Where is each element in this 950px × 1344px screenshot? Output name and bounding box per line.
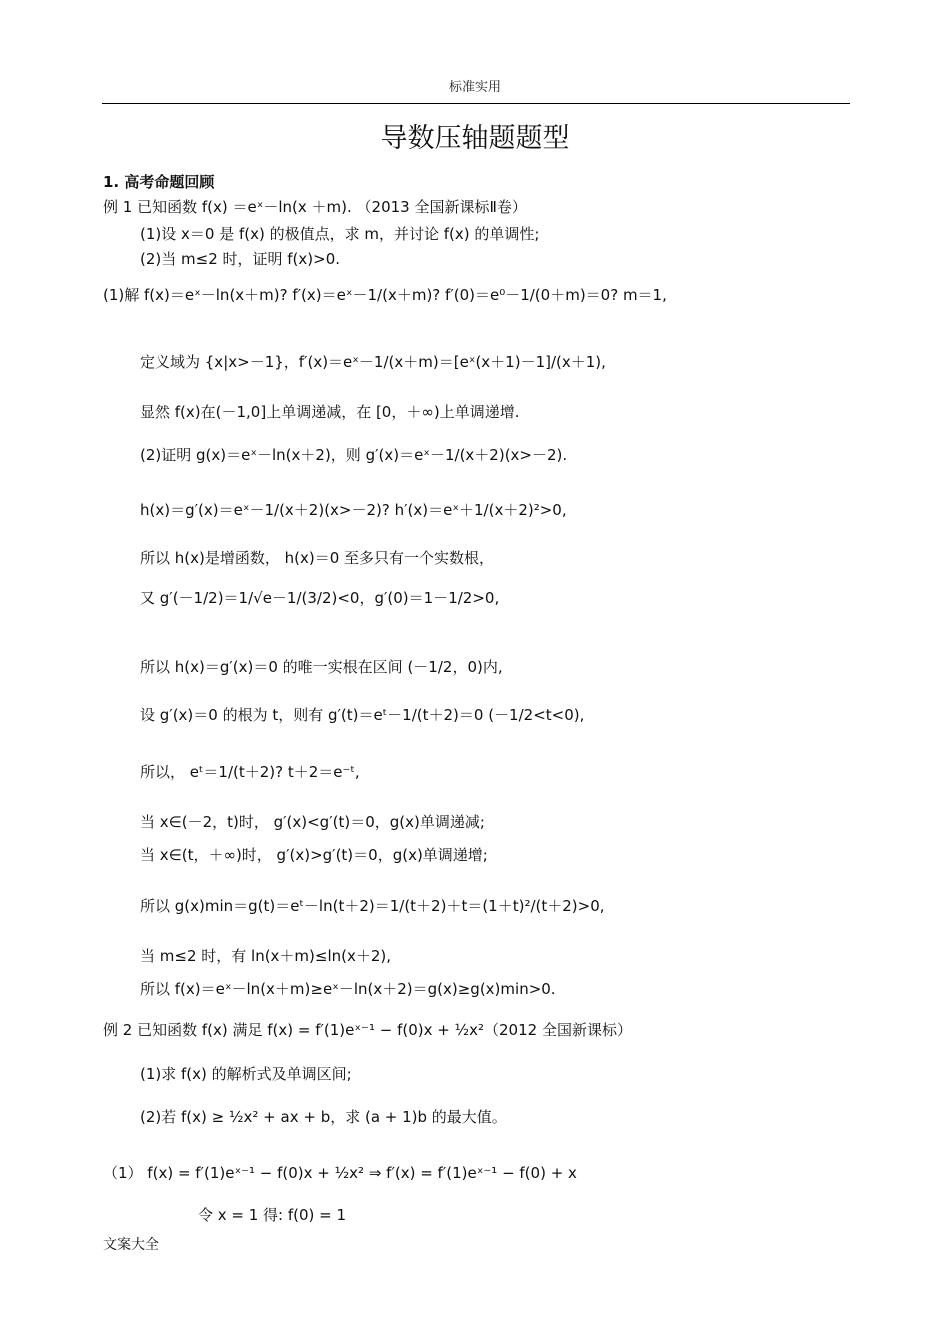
solution-line: 又 g′(－1/2)＝1/√e－1/(3/2)<0，g′(0)＝1－1/2>0, [140,589,500,607]
example-2-statement: 例 2 已知函数 f(x) 满足 f(x) = f′(1)eˣ⁻¹ − f(0)x + ½x²（2012 全国新课标） [103,1021,632,1039]
page-footer: 文案大全 [103,1237,159,1253]
solution-line: （1） f(x) = f′(1)eˣ⁻¹ − f(0)x + ½x² ⇒ f′(x) = f′(1)eˣ⁻¹ − f(0) + x [103,1164,577,1182]
example-1-statement: 例 1 已知函数 f(x) ＝eˣ－ln(x ＋m). （2013 全国新课标Ⅱ卷） [103,198,527,216]
solution-line: 设 g′(x)＝0 的根为 t，则有 g′(t)＝eᵗ－1/(t＋2)＝0 (－1/2<t<0), [140,706,585,724]
solution-line: 当 m≤2 时，有 ln(x＋m)≤ln(x＋2), [140,947,392,965]
example-2-part-2: (2)若 f(x) ≥ ½x² + ax + b，求 (a + 1)b 的最大值。 [140,1108,507,1126]
solution-line: 所以 g(x)min＝g(t)＝eᵗ－ln(t＋2)＝1/(t＋2)＋t＝(1＋t)²/(t＋2)>0, [140,897,605,915]
solution-line: 当 x∈(－2，t)时， g′(x)<g′(t)＝0，g(x)单调递减; [140,813,485,831]
solution-line: 当 x∈(t，＋∞)时， g′(x)>g′(t)＝0，g(x)单调递增; [140,846,488,864]
example-1-part-2: (2)当 m≤2 时，证明 f(x)>0. [140,250,341,268]
solution-line: 所以 h(x)是增函数， h(x)＝0 至多只有一个实数根， [140,549,495,567]
header-rule [102,103,850,104]
solution-line: 显然 f(x)在(－1,0]上单调递减，在 [0，＋∞)上单调递增. [140,403,520,421]
solution-line: 所以， eᵗ＝1/(t＋2)? t＋2＝e⁻ᵗ, [140,763,360,781]
solution-line: 所以 h(x)＝g′(x)＝0 的唯一实根在区间 (－1/2，0)内, [140,658,503,676]
solution-line: 令 x = 1 得: f(0) = 1 [198,1206,347,1224]
solution-line: 所以 f(x)＝eˣ－ln(x＋m)≥eˣ－ln(x＋2)＝g(x)≥g(x)min>0. [140,980,556,998]
page-title: 导数压轴题题型 [380,123,570,154]
example-1-part-1: (1)设 x＝0 是 f(x) 的极值点，求 m，并讨论 f(x) 的单调性; [140,225,540,243]
solution-line: 定义域为 {x|x>－1}，f′(x)＝eˣ－1/(x＋m)＝[eˣ(x＋1)－1]/(x＋1), [140,353,606,371]
example-2-part-1: (1)求 f(x) 的解析式及单调区间; [140,1065,352,1083]
solution-line: h(x)＝g′(x)＝eˣ－1/(x＋2)(x>－2)? h′(x)＝eˣ＋1/(x＋2)²>0, [140,501,567,519]
page-header: 标准实用 [448,80,501,95]
solution-line: (2)证明 g(x)＝eˣ－ln(x＋2)，则 g′(x)＝eˣ－1/(x＋2)(x>－2). [140,446,568,464]
section-heading: 1. 高考命题回顾 [103,173,215,191]
solution-line: (1)解 f(x)＝eˣ－ln(x＋m)? f′(x)＝eˣ－1/(x＋m)? f′(0)＝e⁰－1/(0＋m)＝0? m＝1, [103,286,667,304]
